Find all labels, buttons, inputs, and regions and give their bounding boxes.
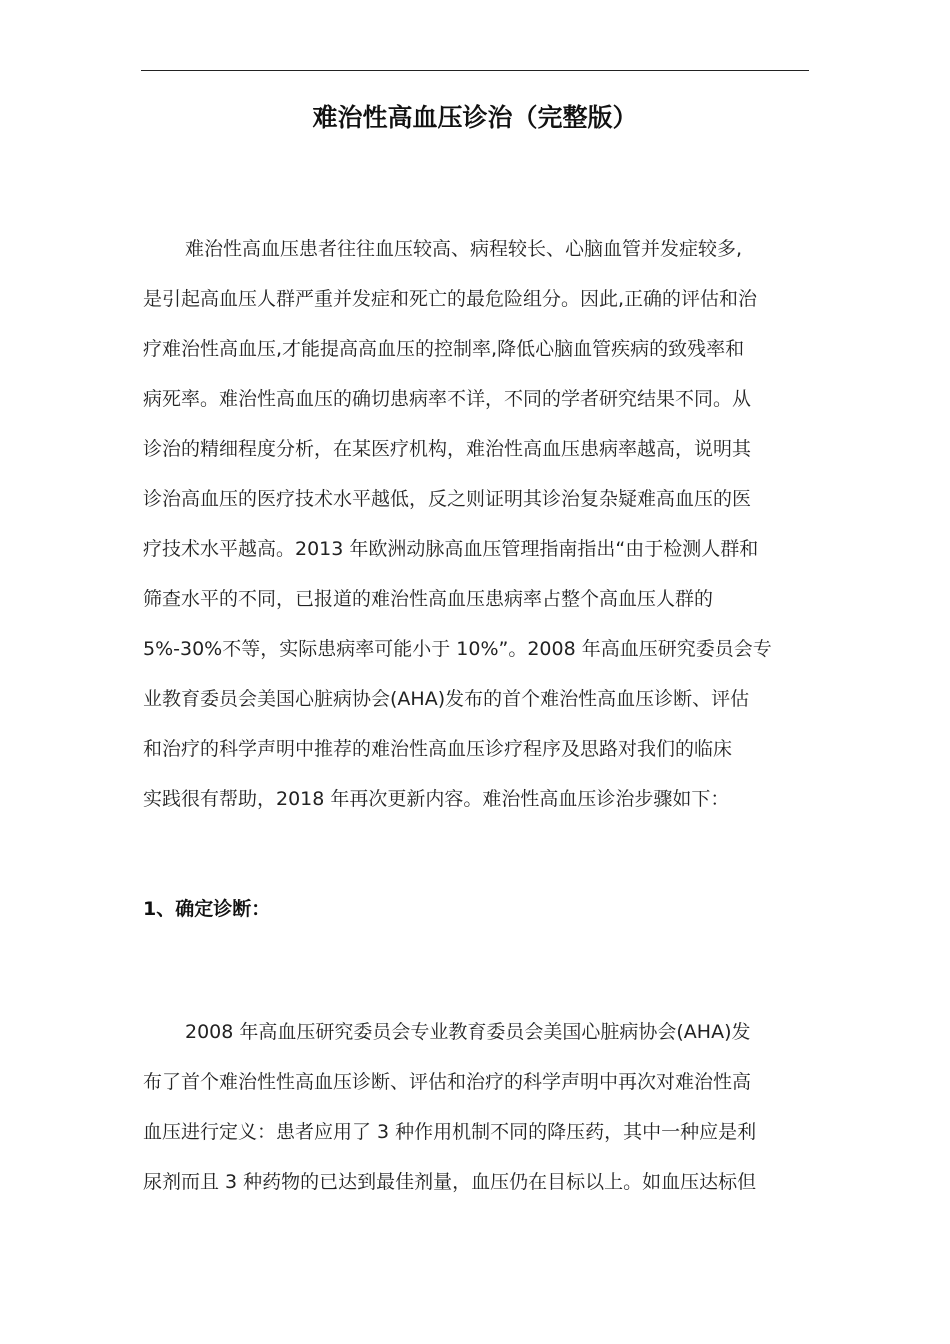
section-heading: 1、确定诊断： [143,898,271,920]
paragraph-line: 血压进行定义：患者应用了 3 种作用机制不同的降压药，其中一种应是利 [143,1121,757,1143]
paragraph-line: 疗技术水平越高。2013 年欧洲动脉高血压管理指南指出“由于检测人群和 [143,538,759,560]
document-title: 难治性高血压诊治（完整版） [312,103,638,132]
paragraph-line: 尿剂而且 3 种药物的已达到最佳剂量，血压仍在目标以上。如血压达标但 [143,1171,757,1193]
paragraph-line: 布了首个难治性性高血压诊断、评估和治疗的科学声明中再次对难治性高 [143,1071,752,1093]
paragraph-line: 难治性高血压患者往往血压较高、病程较长、心脑血管并发症较多, [185,238,743,260]
paragraph-line: 业教育委员会美国心脏病协会(AHA)发布的首个难治性高血压诊断、评估 [143,688,750,710]
paragraph-line: 诊治高血压的医疗技术水平越低，反之则证明其诊治复杂疑难高血压的医 [143,488,752,510]
paragraph-line: 2008 年高血压研究委员会专业教育委员会美国心脏病协会(AHA)发 [185,1021,751,1043]
header-rule [141,70,809,71]
paragraph-line: 筛查水平的不同，已报道的难治性高血压患病率占整个高血压人群的 [143,588,714,610]
paragraph-line: 疗难治性高血压,才能提高高血压的控制率,降低心脑血管疾病的致残率和 [143,338,745,360]
paragraph-line: 5%-30%不等，实际患病率可能小于 10%”。2008 年高血压研究委员会专 [143,638,772,660]
paragraph-line: 病死率。难治性高血压的确切患病率不详，不同的学者研究结果不同。从 [143,388,752,410]
paragraph-line: 是引起高血压人群严重并发症和死亡的最危险组分。因此,正确的评估和治 [143,288,758,310]
paragraph-line: 诊治的精细程度分析，在某医疗机构，难治性高血压患病率越高，说明其 [143,438,752,460]
paragraph-line: 实践很有帮助，2018 年再次更新内容。难治性高血压诊治步骤如下： [143,788,730,810]
paragraph-line: 和治疗的科学声明中推荐的难治性高血压诊疗程序及思路对我们的临床 [143,738,733,760]
